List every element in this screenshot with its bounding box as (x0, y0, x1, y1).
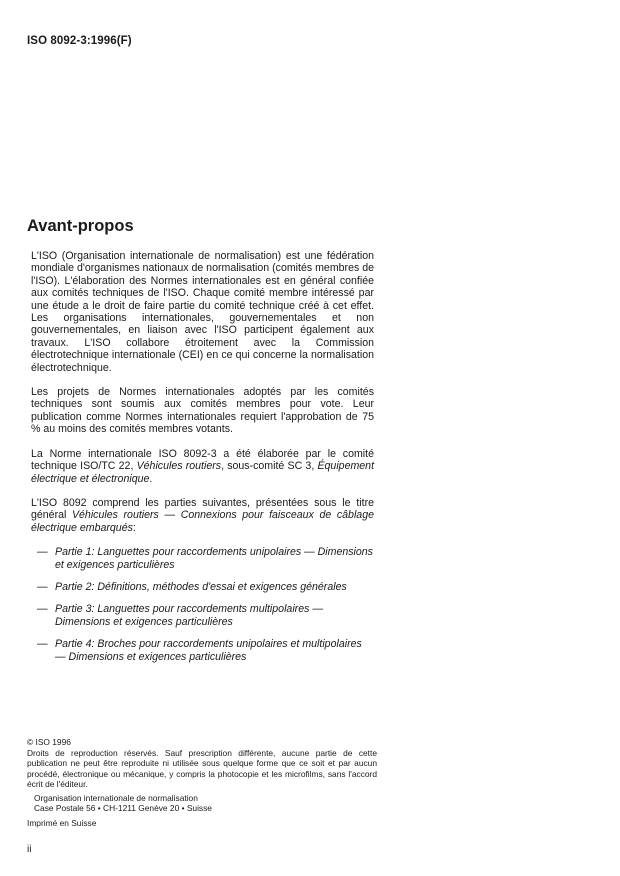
committee-title: Véhicules routiers (136, 460, 222, 473)
committee-text: La Norme internationale ISO 8092-3 a été élaborée par le comité technique ISO/TC 22, (31, 447, 374, 473)
postal-address: Case Postale 56 • CH-1211 Genève 20 • Suisse (34, 803, 212, 814)
paragraph-iso-intro: L'ISO (Organisation internationale de normalisation) est une fédération mondiale d'organismes nationaux de normalisation (comités membres de l'ISO). L'élaboration des Normes internationales est en général confiée aux comités techniques de l'ISO. Chaque comité membre intéressé par une étude a le droit de faire partie du comité technique créé à cet effet. Les organisations internationales, gouvernementales et non gouvernementales, en liaison avec l'ISO participent également aux travaux. L'ISO collabore étroitement avec la Commission électrotechnique internationale (CEI) en ce qui concerne la normalisation électrotechnique. (31, 250, 374, 374)
printed-in: Imprimé en Suisse (27, 818, 97, 829)
copyright-footer (27, 737, 377, 829)
list-dash: — (37, 603, 48, 616)
document-id-header: ISO 8092-3:1996(F) (27, 35, 132, 47)
paragraph-committee (31, 448, 374, 485)
subcommittee-text: , sous-comité SC 3, (221, 460, 318, 473)
subcommittee-title: Équipement électrique et électronique (31, 460, 375, 485)
list-item (31, 581, 374, 593)
committee-end: . (149, 472, 153, 485)
foreword-body (31, 250, 374, 673)
part-title: Partie 2: Définitions, méthodes d'essai et exigences générales (55, 580, 347, 593)
paragraph-voting: Les projets de Normes internationales adoptés par les comités techniques sont soumis aux comités membres pour vote. Leur publication comme Normes internationales requiert l'approbation de 75 % au moins des comités membres votants. (31, 386, 374, 436)
part-title: Partie 3: Languettes pour raccordements multipolaires — Dimensions et exigences particulières (55, 603, 323, 628)
copyright-notice: © ISO 1996 (27, 737, 71, 747)
parts-intro-text: L'ISO 8092 comprend les parties suivantes, présentées sous le titre général (31, 496, 374, 522)
list-item (31, 546, 374, 571)
list-dash: — (37, 580, 48, 593)
publisher-address (27, 793, 377, 813)
list-dash: — (37, 638, 48, 651)
part-title: Partie 1: Languettes pour raccordements unipolaires — Dimensions et exigences particulières (55, 546, 373, 571)
list-item (31, 638, 374, 663)
part-title: Partie 4: Broches pour raccordements unipolaires et multipolaires — Dimensions et exigences particulières (55, 638, 362, 663)
parts-intro-end: : (132, 521, 136, 534)
paragraph-parts-intro (31, 497, 374, 534)
list-dash: — (37, 546, 48, 559)
rights-statement: Droits de reproduction réservés. Sauf prescription différente, aucune partie de cette publication ne peut être reproduite ni utilisée sous quelque forme que ce soit et par aucun procédé, électronique ou mécanique, y compris la photocopie et les microfilms, sans l'accord écrit de l'éditeur. (27, 748, 377, 789)
page-number: ii (27, 844, 32, 855)
parts-list (31, 546, 374, 663)
section-title: Avant-propos (27, 217, 134, 235)
general-title: Véhicules routiers — Connexions pour faisceaux de câblage électrique embarqués (31, 509, 374, 534)
organization-name: Organisation internationale de normalisation (34, 793, 198, 804)
list-item (31, 603, 374, 628)
